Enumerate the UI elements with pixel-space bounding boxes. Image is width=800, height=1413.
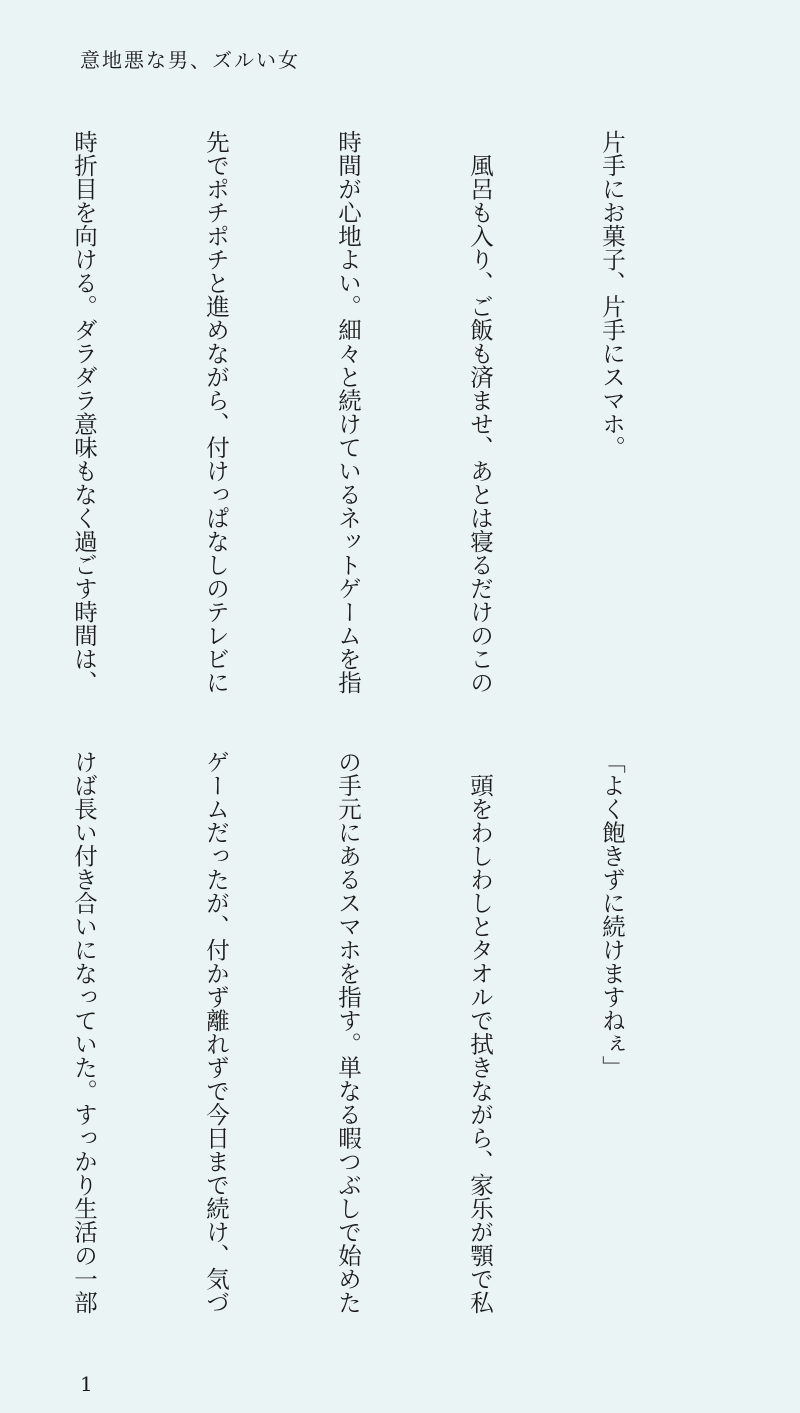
text-block-bottom — [0, 750, 722, 1360]
page-number: 1 — [80, 1372, 93, 1396]
text-line: 「よく飽きずに続けますねぇ」 — [598, 750, 626, 1079]
text-line: 時間が心地よい。細々と続けているネットゲームを指 — [334, 130, 362, 694]
text-line: けば長い付き合いになっていた。すっかり生活の一部 — [70, 750, 98, 1314]
text-line: 片手にお菓子、片手にスマホ。 — [598, 130, 626, 459]
text-block-top — [0, 130, 722, 694]
page-title: 意地悪な男、ズルい女 — [80, 48, 300, 72]
text-line: ゲームだったが、付かず離れずで今日まで続け、気づ — [202, 750, 230, 1314]
text-line: 先でポチポチと進めながら、付けっぱなしのテレビに — [202, 130, 230, 694]
text-line: 風呂も入り、ご飯も済ませ、あとは寝るだけのこの — [466, 130, 494, 694]
text-line: 頭をわしわしとタオルで拭きながら、家乐が顎で私 — [466, 750, 494, 1314]
text-line: の手元にあるスマホを指す。単なる暇つぶしで始めた — [334, 750, 362, 1314]
text-line: 時折目を向ける。ダラダラ意味もなく過ごす時間は、 — [70, 130, 98, 694]
